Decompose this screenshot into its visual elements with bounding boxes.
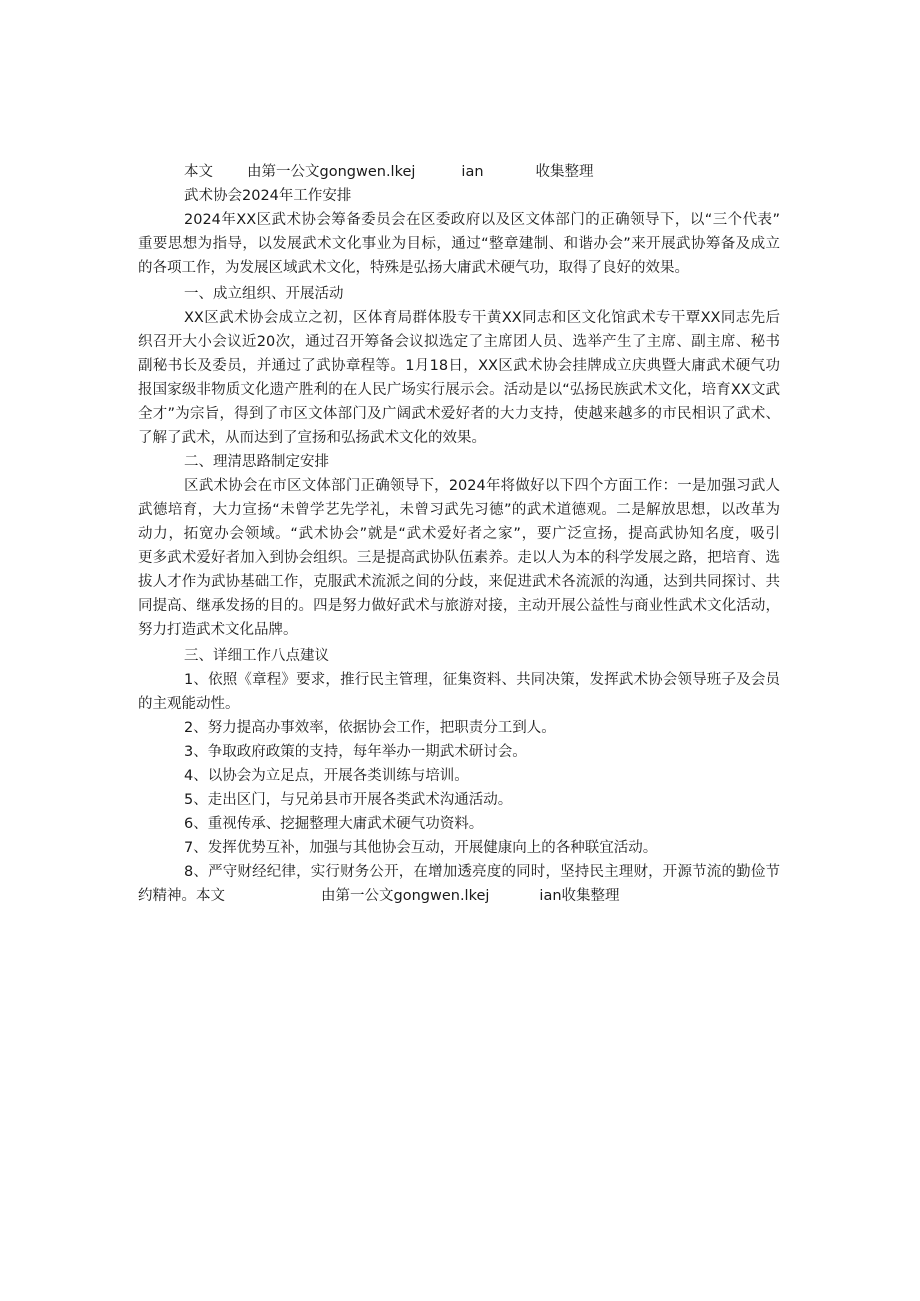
header-part-3: ian — [461, 164, 484, 180]
section-2-line: 努力打造武术文化品牌。 — [138, 622, 298, 638]
section-3-items — [138, 836, 780, 860]
section-3-heading: 三、详细工作八点建议 — [184, 648, 329, 664]
document-title — [138, 184, 780, 208]
closing-part-3: ian收集整理 — [539, 888, 620, 904]
section-2-line: 同提高、继承发扬的目的。四是努力做好武术与旅游对接，主动开展公益性与商业性武术文化活动， — [138, 598, 780, 614]
section-1-line: 副秘书长及委员，并通过了武协章程等。1月18日，XX区武术协会挂牌成立庆典暨大庸武术硬气功 — [138, 358, 780, 374]
intro-paragraph — [138, 208, 780, 280]
list-item: 6、重视传承、挖掘整理大庸武术硬气功资料。 — [184, 816, 484, 832]
title-text: 武术协会2024年工作安排 — [184, 188, 352, 204]
section-1-line: 全才”为宗旨，得到了市区文体部门及广阔武术爱好者的大力支持，使越来越多的市民相识了武术、 — [138, 406, 780, 422]
list-item: 的主观能动性。 — [138, 696, 240, 712]
section-2-line: 拔人才作为武协基础工作，克服武术流派之间的分歧，来促进武术各流派的沟通，达到共同探讨、共 — [138, 574, 780, 590]
list-item: 3、争取政府政策的支持，每年举办一期武术研讨会。 — [184, 744, 527, 760]
header-part-4: 收集整理 — [535, 164, 594, 180]
list-item: 7、发挥优势互补，加强与其他协会互动，开展健康向上的各种联宜活动。 — [184, 840, 658, 856]
section-3-items — [138, 812, 780, 836]
section-3-items — [138, 668, 780, 716]
list-item: 4、以协会为立足点，开展各类训练与培训。 — [184, 768, 469, 784]
source-header — [138, 160, 780, 184]
list-item: 1、依照《章程》要求，推行民主管理，征集资料、共同决策，发挥武术协会领导班子及会员 — [184, 672, 780, 688]
section-1-line: 报国家级非物质文化遗产胜利的在人民广场实行展示会。活动是以“弘扬民族武术文化，培育XX文武 — [138, 382, 780, 398]
section-3 — [138, 644, 780, 668]
section-1-line: XX区武术协会成立之初，区体育局群体股专干黄XX同志和区文化馆武术专干覃XX同志先后 — [184, 310, 780, 326]
section-3-items — [138, 860, 780, 908]
intro-line: 的各项工作，为发展区域武术文化，特殊是弘扬大庸武术硬气功，取得了良好的效果。 — [138, 260, 689, 276]
list-item: 8、严守财经纪律，实行财务公开，在增加透亮度的同时，坚持民主理财，开源节流的勤俭节 — [184, 864, 780, 880]
section-2-line: 武德培育，大力宣扬“未曾学艺先学礼，未曾习武先习德”的武术道德观。二是解放思想，以改革为 — [138, 502, 780, 518]
section-1-line: 织召开大小会议近20次，通过召开筹备会议拟选定了主席团人员、选举产生了主席、副主席、秘书 — [138, 334, 780, 350]
header-part-1: 本文 — [184, 164, 213, 180]
closing-part-2: 由第一公文gongwen.lkej — [321, 888, 490, 904]
list-item: 2、努力提高办事效率，依据协会工作，把职责分工到人。 — [184, 720, 556, 736]
section-1 — [138, 282, 780, 450]
section-1-line: 了解了武术，从而达到了宣扬和弘扬武术文化的效果。 — [138, 430, 486, 446]
section-3-items — [138, 740, 780, 764]
section-2-line: 区武术协会在市区文体部门正确领导下，2024年将做好以下四个方面工作：一是加强习武人 — [184, 478, 780, 494]
section-3-items — [138, 788, 780, 812]
section-1-heading: 一、成立组织、开展活动 — [184, 286, 344, 302]
header-part-2: 由第一公文gongwen.lkej — [247, 164, 416, 180]
section-2-line: 动力，拓宽办会领域。“武术协会”就是“武术爱好者之家”，要广泛宣扬，提高武协知名度，吸引 — [138, 526, 780, 542]
section-2 — [138, 450, 780, 642]
closing-part-1: 约精神。本文 — [138, 888, 225, 904]
section-3-items — [138, 764, 780, 788]
intro-line: 2024年XX区武术协会筹备委员会在区委政府以及区文体部门的正确领导下，以“三个代表” — [184, 212, 780, 228]
list-item: 5、走出区门，与兄弟县市开展各类武术沟通活动。 — [184, 792, 513, 808]
closing-line — [138, 884, 780, 908]
intro-line: 重要思想为指导，以发展武术文化事业为目标，通过“整章建制、和谐办会”来开展武协筹备及成立 — [138, 236, 780, 252]
section-2-line: 更多武术爱好者加入到协会组织。三是提高武协队伍素养。走以人为本的科学发展之路，把培育、选 — [138, 550, 780, 566]
section-3-items — [138, 716, 780, 740]
section-2-heading: 二、理清思路制定安排 — [184, 454, 329, 470]
